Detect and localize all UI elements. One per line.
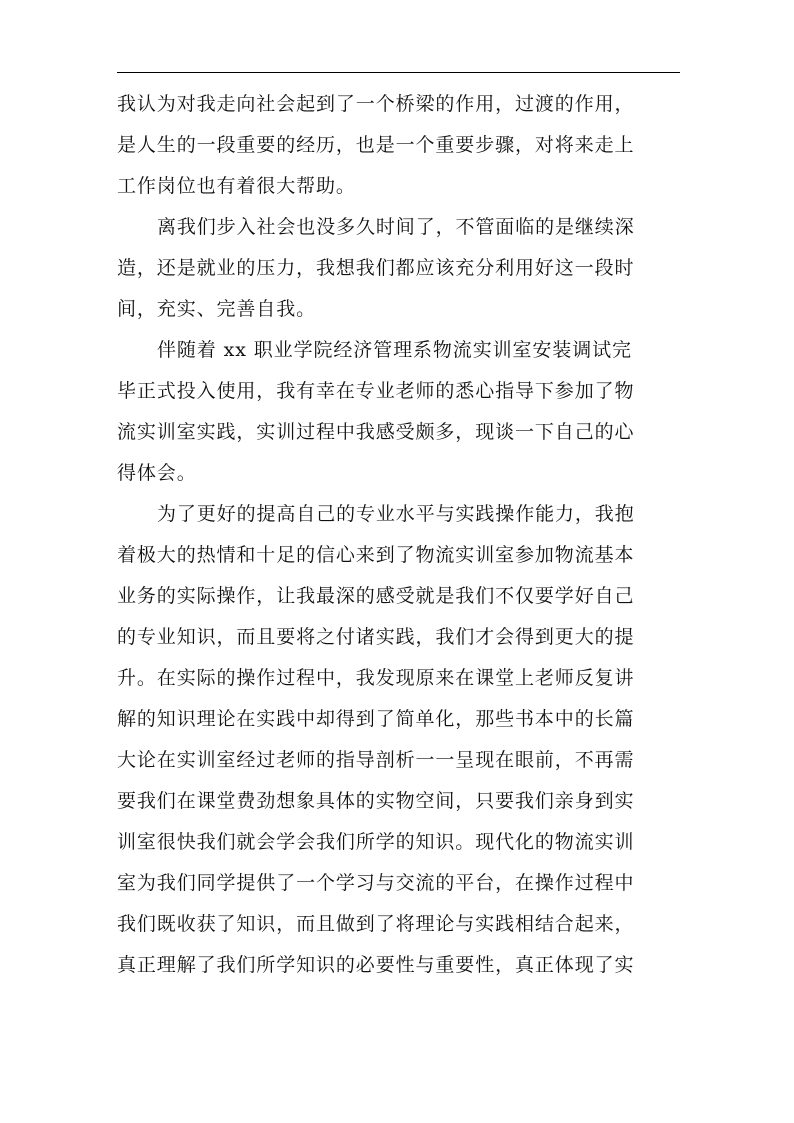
text-line: 室为我们同学提供了一个学习与交流的平台，在操作过程中	[117, 872, 635, 894]
text-line: 真正理解了我们所学知识的必要性与重要性，真正体现了实	[117, 954, 635, 976]
text-line: 为了更好的提高自己的专业水平与实践操作能力，我抱	[157, 503, 635, 525]
document-body	[117, 84, 680, 986]
text-line: 的专业知识，而且要将之付诸实践，我们才会得到更大的提	[117, 626, 635, 648]
paragraph-1	[117, 84, 680, 207]
text-line: 工作岗位也有着很大帮助。	[117, 175, 356, 197]
text-line: 升。在实际的操作过程中，我发现原来在课堂上老师反复讲	[117, 667, 635, 689]
text-line: 间，充实、完善自我。	[117, 298, 317, 320]
text-line: 伴随着 xx 职业学院经济管理系物流实训室安装调试完	[157, 339, 632, 361]
text-line: 是人生的一段重要的经历，也是一个重要步骤，对将来走上	[117, 134, 635, 156]
text-line: 毕正式投入使用，我有幸在专业老师的悉心指导下参加了物	[117, 380, 635, 402]
text-line: 流实训室实践，实训过程中我感受颇多，现谈一下自己的心	[117, 421, 635, 443]
text-line: 业务的实际操作，让我最深的感受就是我们不仅要学好自己	[117, 585, 635, 607]
text-line: 解的知识理论在实践中却得到了简单化，那些书本中的长篇	[117, 708, 635, 730]
text-line: 我们既收获了知识，而且做到了将理论与实践相结合起来，	[117, 913, 635, 935]
text-line: 训室很快我们就会学会我们所学的知识。现代化的物流实训	[117, 831, 635, 853]
text-line: 离我们步入社会也没多久时间了，不管面临的是继续深	[157, 216, 635, 238]
paragraph-4	[117, 494, 680, 986]
text-line: 着极大的热情和十足的信心来到了物流实训室参加物流基本	[117, 544, 635, 566]
text-line: 要我们在课堂费劲想象具体的实物空间，只要我们亲身到实	[117, 790, 635, 812]
paragraph-2	[117, 207, 680, 330]
paragraph-3	[117, 330, 680, 494]
text-line: 我认为对我走向社会起到了一个桥梁的作用，过渡的作用，	[117, 93, 635, 115]
header-rule	[117, 72, 680, 73]
text-line: 得体会。	[117, 462, 197, 484]
text-line: 大论在实训室经过老师的指导剖析一一呈现在眼前，不再需	[117, 749, 635, 771]
text-line: 造，还是就业的压力，我想我们都应该充分利用好这一段时	[117, 257, 635, 279]
